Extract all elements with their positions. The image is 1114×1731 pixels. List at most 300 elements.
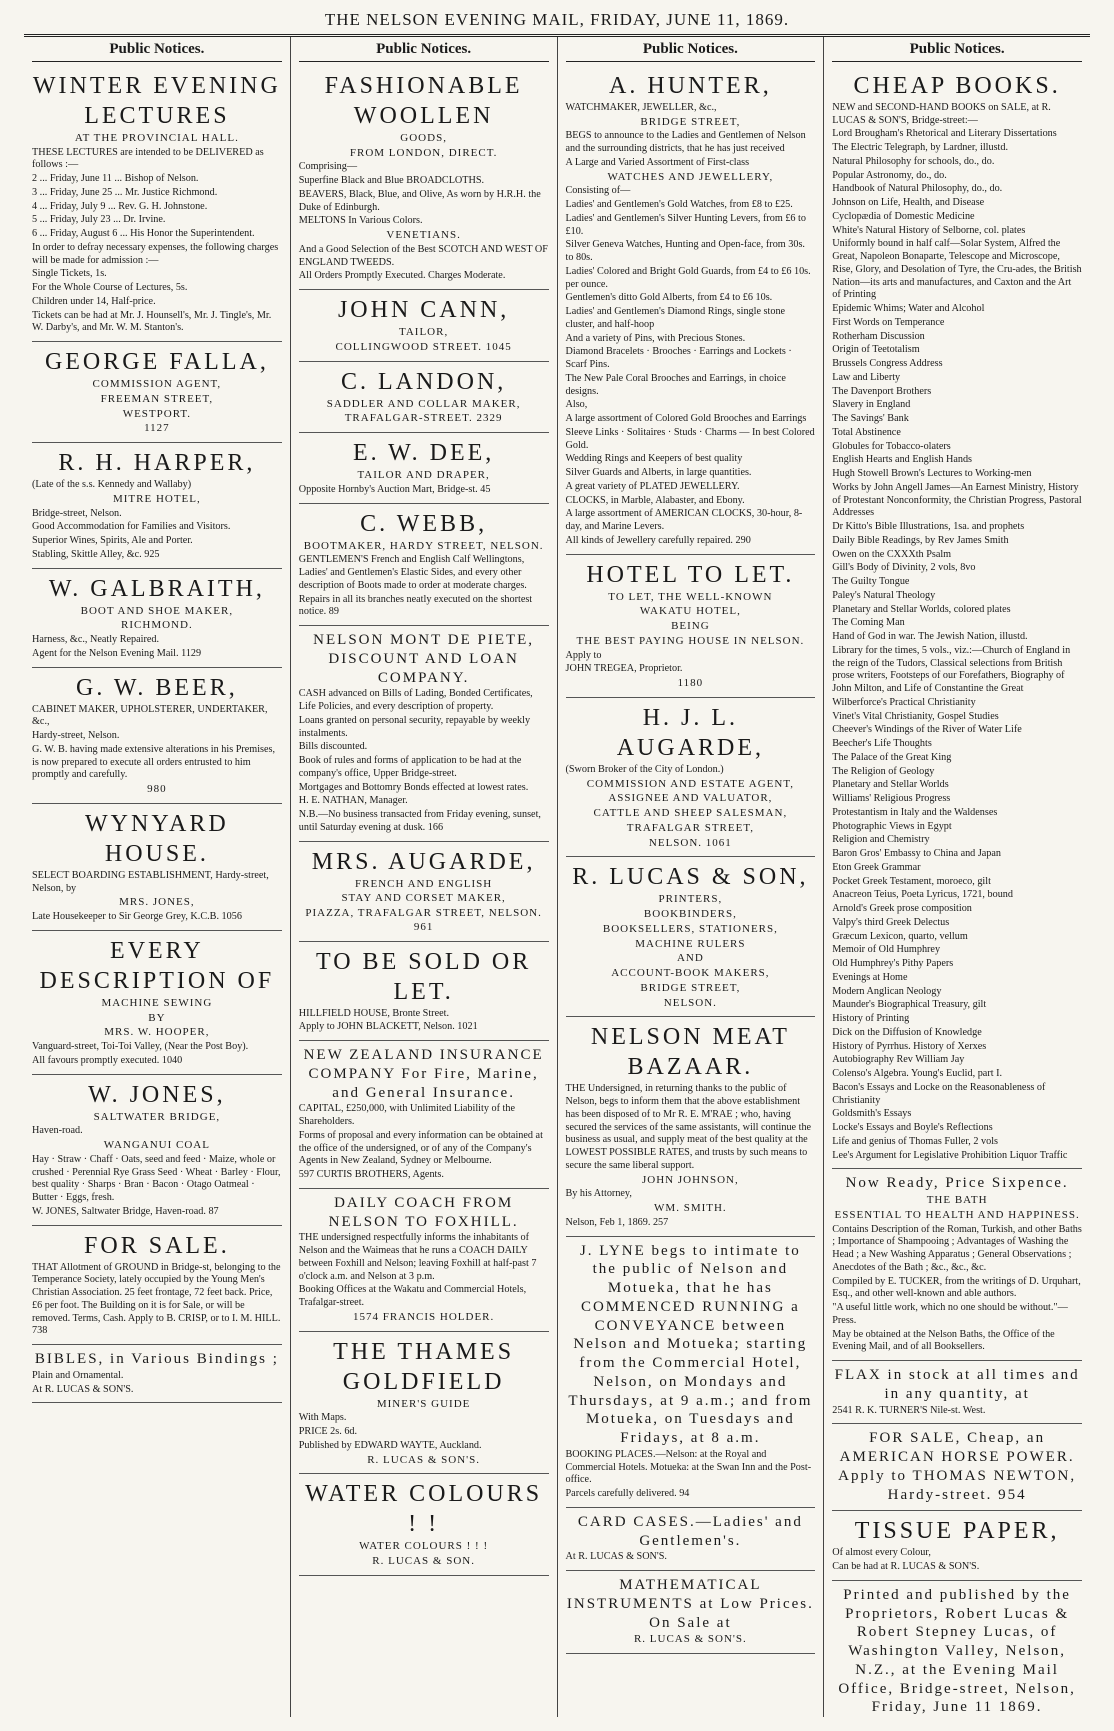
ad-line: Rotherham Discussion bbox=[832, 330, 925, 342]
ad-line: MITRE HOTEL, bbox=[112, 492, 201, 505]
ad-line: The Palace of the Great King bbox=[832, 751, 952, 763]
ad-line: And a Good Selection of the Best SCOTCH AND WEST OF ENGLAND TWEEDS. bbox=[298, 243, 548, 268]
ad-line: Lee's Argument for Legislative Prohibition Liquor Traffic bbox=[832, 1149, 1068, 1161]
ad-line: BRIDGE STREET, bbox=[640, 981, 741, 994]
ad-line: Bridge-street, Nelson. bbox=[32, 507, 122, 519]
ad-line: VENETIANS. bbox=[386, 229, 461, 241]
ad-line: Locke's Essays and Boyle's Reflections bbox=[832, 1122, 993, 1133]
ad-line: Dick on the Diffusion of Knowledge bbox=[832, 1026, 982, 1038]
ad-line: Colenso's Algebra. Young's Euclid, part I. bbox=[832, 1068, 1003, 1079]
ad-line: Religion and Chemistry bbox=[832, 834, 930, 846]
ad-line: Ladies' and Gentlemen's Silver Hunting Levers, from £6 to £10. bbox=[565, 212, 806, 237]
ad-line: FRENCH AND ENGLISH bbox=[355, 877, 493, 890]
ad-line: Works by John Angell James—An Earnest Ministry, History of Protestant Nonconformity, the Christian Progress, Pastoral Addresses bbox=[832, 481, 1082, 519]
ad-line: CLOCKS, in Marble, Alabaster, and Ebony. bbox=[565, 494, 745, 506]
advertisement bbox=[32, 1226, 282, 1346]
ad-line: H. E. NATHAN, Manager. bbox=[298, 795, 408, 807]
ad-line: Consisting of— bbox=[565, 185, 631, 197]
ad-heading: Now Ready, Price Sixpence. bbox=[845, 1175, 1069, 1192]
ad-heading: C. LANDON, bbox=[340, 368, 507, 395]
columns bbox=[24, 37, 1090, 1717]
ad-line: THE undersigned respectfully informs the inhabitants of Nelson and the Waimeas that he runs a COACH DAILY between Foxhill and Nelson; leaving Foxhill at half-past 7 o'clock a.m. and Nelson at 3 p.m. bbox=[298, 1232, 537, 1282]
ad-line: 5 ... Friday, July 23 ... Dr. Irvine. bbox=[32, 214, 166, 226]
ad-line: BOOTMAKER, HARDY STREET, NELSON. bbox=[303, 539, 544, 552]
ad-line: Natural Philosophy for schools, do., do. bbox=[832, 155, 995, 167]
ad-line: MELTONS In Various Colors. bbox=[298, 215, 423, 227]
ad-line: Origin of Teetotalism bbox=[832, 344, 920, 356]
ad-line: WATER COLOURS ! ! ! bbox=[359, 1540, 489, 1553]
ad-heading: TISSUE PAPER, bbox=[854, 1518, 1060, 1545]
advertisement bbox=[299, 433, 549, 504]
ad-line: A Large and Varied Assortment of First-class bbox=[565, 156, 750, 168]
ad-line: Book of rules and forms of application to be had at the company's office, Upper Bridge-street. bbox=[298, 755, 522, 779]
ad-line: GOODS, bbox=[400, 131, 447, 144]
ad-line: JOHN TREGEA, Proprietor. bbox=[565, 663, 683, 675]
ad-line: TRAFALGAR-STREET. 2329 bbox=[344, 412, 503, 425]
ad-line: COMMISSION AGENT, bbox=[92, 378, 222, 390]
ad-line: Good Accommodation for Families and Visitors. bbox=[32, 521, 231, 533]
ad-line: THAT Allotment of GROUND in Bridge-st, belonging to the Temperance Society, lately occupied by the Young Men's Christian Association. 25 feet frontage, 72 feet back. Price, £6 per foot. The Building on it is for Sale, or will be removed. Terms, Cash. Apply to B. CRISP, or to I. M. HILL. 738 bbox=[32, 1261, 281, 1337]
ad-heading: FOR SALE. bbox=[84, 1232, 230, 1259]
ad-heading: CARD CASES.—Ladies' and Gentlemen's. bbox=[577, 1513, 803, 1549]
advertisement bbox=[32, 342, 282, 443]
ad-line: THE Undersigned, in returning thanks to the public of Nelson, begs to inform them that the above establishment has been disposed of to Mr R. E. M'RAE ; who, having secured the services of the same assistants, will continue the business as usual, and supply meat of the best quality at the LOWEST POSSIBLE RATES, and trusts by such means to secure the same liberal support. bbox=[565, 1083, 812, 1171]
ad-line: Single Tickets, 1s. bbox=[32, 268, 107, 280]
ad-line: Handbook of Natural Philosophy, do., do. bbox=[832, 183, 1003, 195]
ad-heading: GEORGE FALLA, bbox=[44, 349, 269, 375]
ad-line: Wilberforce's Practical Christianity bbox=[832, 696, 976, 708]
ad-line: English Hearts and English Hands bbox=[832, 454, 973, 466]
ad-line: 980 bbox=[147, 783, 167, 795]
ad-line: Goldsmith's Essays bbox=[832, 1108, 912, 1120]
advertisement bbox=[566, 1508, 816, 1571]
ad-heading: FOR SALE, Cheap, an AMERICAN HORSE POWER. Apply to THOMAS NEWTON, Hardy-street. 954 bbox=[838, 1430, 1077, 1503]
ad-line: COLLINGWOOD STREET. 1045 bbox=[335, 340, 512, 353]
ad-line: Forms of proposal and every information can be obtained at the office of the undersigned, or of any of the Company's Agents in New Zealand, Sydney or Melbourne. bbox=[298, 1129, 543, 1167]
ad-line: May be obtained at the Nelson Baths, the Office of the Evening Mail, and of all Booksellers. bbox=[832, 1328, 1055, 1353]
ad-line: THE BATH bbox=[926, 1194, 988, 1206]
column-1 bbox=[24, 37, 291, 1717]
ad-line: HILLFIELD HOUSE, Bronte Street. bbox=[298, 1007, 449, 1019]
advertisement bbox=[832, 1424, 1082, 1511]
ad-line: Haven-road. bbox=[32, 1125, 83, 1137]
ad-line: In order to defray necessary expenses, the following charges will be made for admission :— bbox=[32, 241, 279, 266]
advertisement bbox=[299, 942, 549, 1042]
ad-heading: THE THAMES GOLDFIELD bbox=[333, 1338, 515, 1395]
advertisement bbox=[566, 857, 816, 1017]
ad-line: SELECT BOARDING ESTABLISHMENT, Hardy-street, Nelson, by bbox=[32, 869, 269, 894]
ad-line: G. W. B. having made extensive alterations in his Premises, is now prepared to execute all orders entrusted to him promptly and carefully. bbox=[32, 743, 276, 781]
ad-line: PRICE 2s. 6d. bbox=[298, 1426, 358, 1437]
ad-heading: NELSON MONT DE PIETE, DISCOUNT AND LOAN COMPANY. bbox=[313, 632, 535, 686]
advertisement bbox=[832, 1169, 1082, 1361]
ad-line: Superfine Black and Blue BROADCLOTHS. bbox=[298, 175, 485, 186]
column-3 bbox=[558, 37, 825, 1717]
ad-line: Paley's Natural Theology bbox=[832, 589, 936, 601]
advertisement bbox=[299, 1041, 549, 1189]
ad-line: RICHMOND. bbox=[121, 619, 193, 632]
ad-line: Planetary and Stellar Worlds, colored plates bbox=[832, 603, 1011, 615]
ad-line: PRINTERS, bbox=[658, 893, 723, 906]
ad-line: Life and genius of Thomas Fuller, 2 vols bbox=[832, 1135, 999, 1147]
ad-heading: NELSON MEAT BAZAAR. bbox=[590, 1024, 790, 1081]
advertisement bbox=[832, 1361, 1082, 1424]
ad-line: Bacon's Essays and Locke on the Reasonableness of Christianity bbox=[832, 1081, 1046, 1106]
ad-line: WATCHMAKER, JEWELLER, &c., bbox=[565, 101, 717, 113]
ad-line: 1180 bbox=[677, 677, 704, 689]
ad-line: Comprising— bbox=[298, 161, 358, 173]
advertisement bbox=[299, 842, 549, 942]
ad-line: First Words on Temperance bbox=[832, 316, 945, 328]
advertisement bbox=[566, 555, 816, 698]
ad-line: R. LUCAS & SON'S. bbox=[367, 1453, 481, 1466]
ad-heading: TO BE SOLD OR LET. bbox=[316, 948, 532, 1005]
ad-line: TRAFALGAR STREET, bbox=[626, 821, 754, 834]
ad-line: Contains Description of the Roman, Turkish, and other Baths ; Importance of Shampooing ; Advantages of Washing the Head ; a New Washing Apparatus ; General Observations ; Anecdotes of the Bath ; &c., &c., &c. bbox=[832, 1223, 1082, 1273]
ad-line: And a variety of Pins, with Precious Stones. bbox=[565, 332, 746, 344]
advertisement bbox=[566, 1571, 816, 1654]
ad-line: For the Whole Course of Lectures, 5s. bbox=[32, 282, 188, 293]
ad-line: FREEMAN STREET, bbox=[100, 392, 214, 405]
ad-line: BEGS to announce to the Ladies and Gentlemen of Nelson and the surrounding districts, that he has just received bbox=[565, 130, 806, 154]
ad-heading: G. W. BEER, bbox=[76, 674, 238, 701]
ad-line: The Guilty Tongue bbox=[832, 576, 910, 587]
ad-heading: WINTER EVENING LECTURES bbox=[32, 72, 281, 129]
ad-line: SALTWATER BRIDGE, bbox=[93, 1110, 221, 1123]
ad-line: The Religion of Geology bbox=[832, 765, 935, 777]
ad-line: Silver Guards and Alberts, in large quantities. bbox=[565, 467, 752, 478]
advertisement bbox=[32, 1075, 282, 1226]
ad-line: THESE LECTURES are intended to be DELIVERED as follows :— bbox=[32, 146, 264, 171]
ad-line: Apply to bbox=[565, 649, 602, 661]
ad-line: THE BEST PAYING HOUSE IN NELSON. bbox=[576, 634, 805, 647]
ad-line: The New Pale Coral Brooches and Earrings, in choice designs. bbox=[565, 372, 786, 397]
ad-line: At R. LUCAS & SON'S. bbox=[32, 1383, 134, 1395]
ad-line: WAKATU HOTEL, bbox=[639, 605, 741, 618]
ad-line: R. LUCAS & SON'S. bbox=[633, 1633, 747, 1646]
ad-line: 1574 FRANCIS HOLDER. bbox=[352, 1310, 495, 1323]
column-heading: Public Notices. bbox=[299, 37, 549, 62]
ad-line: ESSENTIAL TO HEALTH AND HAPPINESS. bbox=[834, 1208, 1080, 1221]
ad-line: Parcels carefully delivered. 94 bbox=[565, 1488, 690, 1499]
ad-heading: FLAX in stock at all times and in any quantity, at bbox=[834, 1367, 1080, 1402]
ad-line: A large assortment of Colored Gold Brooches and Earrings bbox=[565, 413, 807, 424]
ad-line: Bills discounted. bbox=[298, 741, 368, 753]
ad-line: Tickets can be had at Mr. J. Hounsell's, Mr. J. Tingle's, Mr. W. Darby's, and Mr. W. M. Stanton's. bbox=[32, 309, 272, 334]
advertisement bbox=[299, 1189, 549, 1332]
ad-line: Also, bbox=[565, 399, 588, 411]
ad-line: 2541 R. K. TURNER'S Nile-st. West. bbox=[832, 1404, 986, 1416]
advertisement bbox=[832, 1511, 1082, 1581]
ad-line: Globules for Tobacco-olaters bbox=[832, 440, 951, 452]
ad-line: Stabling, Skittle Alley, &c. 925 bbox=[32, 548, 160, 560]
ad-line: Evenings at Home bbox=[832, 971, 908, 983]
ad-heading: MATHEMATICAL INSTRUMENTS at Low Prices. On Sale at bbox=[566, 1577, 814, 1631]
ad-line: Published by EDWARD WAYTE, Auckland. bbox=[298, 1439, 482, 1451]
ad-line: Plain and Ornamental. bbox=[32, 1369, 124, 1381]
advertisement bbox=[299, 1332, 549, 1475]
ad-line: Maunder's Biographical Treasury, gilt bbox=[832, 999, 987, 1011]
ad-line: BOOKING PLACES.—Nelson: at the Royal and Commercial Hotels. Motueka: at the Swan Inn and the Post-office. bbox=[565, 1448, 812, 1486]
ad-line: (Late of the s.s. Kennedy and Wallaby) bbox=[32, 479, 192, 490]
ad-line: SADDLER AND COLLAR MAKER, bbox=[326, 397, 521, 410]
ad-line: Cheever's Windings of the River of Water Life bbox=[832, 724, 1022, 736]
ad-line: W. JONES, Saltwater Bridge, Haven-road. 87 bbox=[32, 1205, 219, 1217]
ad-heading: A. HUNTER, bbox=[609, 72, 772, 99]
ad-heading: EVERY DESCRIPTION OF bbox=[39, 937, 275, 994]
ad-line: Eton Greek Grammar bbox=[832, 861, 921, 873]
ad-line: Apply to JOHN BLACKETT, Nelson. 1021 bbox=[298, 1021, 478, 1033]
ad-line: Library for the times, 5 vols., viz.:—Church of England in the reign of the Tudors, Classical selections from British prose writers, Footsteps of our Forefathers, Biography of John Milton, and Life of Constantine the Great bbox=[832, 644, 1071, 694]
ad-heading: MRS. AUGARDE, bbox=[311, 848, 536, 875]
ad-heading: JOHN CANN, bbox=[337, 297, 510, 323]
ad-line: The Savings' Bank bbox=[832, 413, 909, 424]
ad-line: Late Housekeeper to Sir George Grey, K.C.B. 1056 bbox=[32, 911, 242, 922]
ad-line: 597 CURTIS BROTHERS, Agents. bbox=[298, 1169, 444, 1180]
masthead: THE NELSON EVENING MAIL, FRIDAY, JUNE 11, 1869. bbox=[24, 8, 1090, 37]
ad-line: Hugh Stowell Brown's Lectures to Working-men bbox=[832, 468, 1032, 479]
ad-line: The Coming Man bbox=[832, 617, 905, 629]
ad-line: Ladies' Colored and Bright Gold Guards, from £4 to £6 10s. per ounce. bbox=[565, 265, 811, 290]
ad-line: ACCOUNT-BOOK MAKERS, bbox=[611, 967, 770, 979]
ad-line: Harness, &c., Neatly Repaired. bbox=[32, 634, 160, 645]
ad-heading: FASHIONABLE WOOLLEN bbox=[324, 72, 523, 129]
ad-line: Can be had at R. LUCAS & SON'S. bbox=[832, 1561, 980, 1572]
ad-line: ASSIGNEE AND VALUATOR, bbox=[608, 792, 773, 805]
ad-line: N.B.—No business transacted from Friday evening, sunset, until Saturday evening at dusk. 166 bbox=[298, 809, 541, 833]
ad-line: BOOT AND SHOE MAKER, bbox=[80, 604, 234, 617]
ad-line: Cyclopædia of Domestic Medicine bbox=[832, 210, 975, 222]
ad-line: MRS. JONES, bbox=[119, 896, 195, 909]
advertisement bbox=[32, 1345, 282, 1403]
ad-heading: NEW ZEALAND INSURANCE COMPANY For Fire, Marine, and General Insurance. bbox=[303, 1047, 544, 1101]
ad-line: Photographic Views in Egypt bbox=[832, 820, 952, 832]
ad-line: All favours promptly executed. 1040 bbox=[32, 1054, 183, 1066]
advertisement bbox=[299, 362, 549, 434]
ad-line: AND bbox=[676, 952, 704, 965]
ad-line: Protestantism in Italy and the Waldenses bbox=[832, 806, 998, 818]
ad-line: Children under 14, Half-price. bbox=[32, 295, 156, 307]
ad-line: "A useful little work, which no one should be without."—Press. bbox=[832, 1302, 1068, 1326]
advertisement bbox=[32, 66, 282, 342]
ad-line: History of Pyrrhus. History of Xerxes bbox=[832, 1040, 987, 1052]
ad-line: Autobiography Rev William Jay bbox=[832, 1054, 965, 1066]
ad-line: All Orders Promptly Executed. Charges Moderate. bbox=[298, 270, 506, 282]
ad-line: WATCHES AND JEWELLERY, bbox=[607, 170, 774, 183]
ad-line: Hardy-street, Nelson. bbox=[32, 730, 120, 741]
ad-line: Brussels Congress Address bbox=[832, 358, 943, 369]
ad-line: MRS. W. HOOPER, bbox=[104, 1026, 210, 1039]
column-2 bbox=[291, 37, 558, 1717]
ad-line: 1127 bbox=[144, 422, 170, 435]
ad-heading: C. WEBB, bbox=[360, 510, 488, 537]
ad-line: MINER'S GUIDE bbox=[376, 1397, 471, 1410]
column-heading: Public Notices. bbox=[32, 37, 282, 62]
ad-line: 2 ... Friday, June 11 ... Bishop of Nelson. bbox=[32, 173, 199, 184]
ad-line: Diamond Bracelets · Brooches · Earrings and Lockets · Scarf Pins. bbox=[565, 346, 792, 370]
ad-line: A great variety of PLATED JEWELLERY. bbox=[565, 480, 740, 492]
ad-line: WM. SMITH. bbox=[654, 1202, 727, 1214]
ad-line: Owen on the CXXXth Psalm bbox=[832, 548, 952, 560]
advertisement bbox=[299, 290, 549, 362]
ad-heading: Printed and published by the Proprietors, Robert Lucas & Robert Stepney Lucas, of Washington Valley, Nelson, N.Z., at the Evening Mail Office, Bridge-street, Nelson, Friday, June 11 1869. bbox=[838, 1586, 1076, 1716]
ad-line: GENTLEMEN'S French and English Calf Wellingtons, Ladies' and Gentlemen's Elastic Sides, and every other description of Boots made to order at moderate charges. bbox=[298, 554, 527, 591]
ad-heading: E. W. DEE, bbox=[352, 440, 495, 466]
advertisement bbox=[32, 668, 282, 804]
ad-line: A large assortment of AMERICAN CLOCKS, 30-hour, 8-day, and Marine Levers. bbox=[565, 508, 803, 532]
ad-line: Gentlemen's ditto Gold Alberts, from £4 to £6 10s. bbox=[565, 292, 773, 304]
ad-line: PIAZZA, TRAFALGAR STREET, NELSON. 961 bbox=[305, 907, 542, 933]
advertisement bbox=[32, 443, 282, 569]
ad-line: Mortgages and Bottomry Bonds effected at lowest rates. bbox=[298, 781, 529, 793]
ad-line: 3 ... Friday, June 25 ... Mr. Justice Richmond. bbox=[32, 186, 218, 198]
ad-line: Græcum Lexicon, quarto, vellum bbox=[832, 930, 968, 942]
ad-line: Memoir of Old Humphrey bbox=[832, 944, 941, 956]
ad-line: Total Abstinence bbox=[832, 426, 901, 438]
advertisement bbox=[299, 1474, 549, 1576]
ad-line: Loans granted on personal security, repayable by weekly instalments. bbox=[298, 714, 531, 739]
ad-line: BEING bbox=[671, 620, 710, 632]
ad-line: Johnson on Life, Health, and Disease bbox=[832, 197, 985, 208]
ad-heading: WYNYARD HOUSE. bbox=[85, 810, 229, 867]
ad-line: Vanguard-street, Toi-Toi Valley, (Near the Post Boy). bbox=[32, 1041, 249, 1052]
ad-line: CATTLE AND SHEEP SALESMAN, bbox=[593, 807, 788, 819]
ad-line: Wedding Rings and Keepers of best quality bbox=[565, 453, 743, 465]
ad-line: COMMISSION AND ESTATE AGENT, bbox=[586, 777, 794, 790]
ad-line: Pocket Greek Testament, moroeco, gilt bbox=[832, 875, 991, 887]
ad-line: NELSON. bbox=[663, 996, 717, 1009]
ad-line: CAPITAL, £250,000, with Unlimited Liability of the Shareholders. bbox=[298, 1103, 515, 1127]
ad-line: Old Humphrey's Pithy Papers bbox=[832, 958, 954, 969]
ad-line: (Sworn Broker of the City of London.) bbox=[565, 763, 724, 775]
ad-line: TAILOR, bbox=[399, 326, 449, 338]
ad-line: MACHINE SEWING bbox=[101, 996, 213, 1009]
ad-line: BEAVERS, Black, Blue, and Olive, As worn by H.R.H. the Duke of Edinburgh. bbox=[298, 188, 541, 213]
ad-line: History of Printing bbox=[832, 1013, 910, 1024]
ad-line: The Electric Telegraph, by Lardner, illustd. bbox=[832, 142, 1009, 153]
ad-line: Vinet's Vital Christianity, Gospel Studies bbox=[832, 710, 999, 722]
ad-line: Modern Anglican Neology bbox=[832, 985, 942, 997]
ad-line: Arnold's Greek prose composition bbox=[832, 903, 972, 914]
ad-line: Gill's Body of Divinity, 2 vols, 8vo bbox=[832, 562, 976, 574]
advertisement bbox=[32, 931, 282, 1075]
advertisement bbox=[32, 569, 282, 668]
ad-line: 6 ... Friday, August 6 ... His Honor the Superintendent. bbox=[32, 228, 255, 239]
column-4 bbox=[824, 37, 1090, 1717]
advertisement bbox=[566, 1237, 816, 1508]
ad-line: BY bbox=[148, 1011, 166, 1024]
advertisement bbox=[299, 66, 549, 290]
ad-line: Popular Astronomy, do., do. bbox=[832, 169, 947, 181]
ad-heading: R. LUCAS & SON, bbox=[572, 864, 809, 891]
advertisement bbox=[299, 626, 549, 842]
ad-heading: HOTEL TO LET. bbox=[586, 561, 795, 588]
ad-line: NEW and SECOND-HAND BOOKS on SALE, at R. LUCAS & SON'S, Bridge-street:— bbox=[832, 101, 1051, 126]
advertisement bbox=[566, 66, 816, 555]
ad-heading: W. JONES, bbox=[88, 1081, 226, 1108]
ad-line: Williams' Religious Progress bbox=[832, 793, 951, 804]
ad-heading: DAILY COACH FROM NELSON TO FOXHILL. bbox=[328, 1194, 519, 1230]
ad-line: Nelson, Feb 1, 1869. 257 bbox=[565, 1216, 669, 1228]
ad-line: Baron Gros' Embassy to China and Japan bbox=[832, 848, 1002, 859]
ad-line: STAY AND CORSET MAKER, bbox=[341, 892, 506, 905]
ad-line: 4 ... Friday, July 9 ... Rev. G. H. Johnstone. bbox=[32, 200, 208, 212]
ad-line: Opposite Hornby's Auction Mart, Bridge-st. 45 bbox=[298, 483, 491, 495]
ad-line: Booking Offices at the Wakatu and Commercial Hotels, Trafalgar-street. bbox=[298, 1284, 527, 1308]
ad-line: Lord Brougham's Rhetorical and Literary Dissertations bbox=[832, 128, 1057, 140]
ad-line: Agent for the Nelson Evening Mail. 1129 bbox=[32, 647, 202, 659]
column-heading: Public Notices. bbox=[832, 37, 1082, 62]
ad-line: Repairs in all its branches neatly executed on the shortest notice. 89 bbox=[298, 593, 533, 618]
ad-line: The Davenport Brothers bbox=[832, 385, 932, 397]
ad-heading: H. J. L. AUGARDE, bbox=[616, 704, 765, 761]
ad-line: Anacreon Teius, Poeta Lyricus, 1721, bound bbox=[832, 889, 1013, 901]
ad-line: BRIDGE STREET, bbox=[640, 115, 741, 128]
ad-line: Planetary and Stellar Worlds bbox=[832, 779, 949, 791]
ad-line: TO LET, THE WELL-KNOWN bbox=[608, 590, 773, 603]
ad-line: Ladies' and Gentlemen's Diamond Rings, single stone cluster, and half-hoop bbox=[565, 306, 786, 330]
advertisement bbox=[832, 66, 1082, 1170]
ad-line: TAILOR AND DRAPER, bbox=[357, 469, 490, 481]
ad-heading: W. GALBRAITH, bbox=[48, 575, 265, 602]
ad-line: Ladies' and Gentlemen's Gold Watches, from £8 to £25. bbox=[565, 199, 793, 210]
ad-heading: J. LYNE begs to intimate to the public of Nelson and Motueka, that he has COMMENCED RUNNING a CONVEYANCE between Nelson and Motueka; starting from the Commercial Hotel, Nelson, on Mondays and Thursdays, at 9 a.m.; and from Motueka, on Tuesdays and Fridays, at 8 a.m. bbox=[568, 1242, 813, 1446]
ad-line: Uniformly bound in half calf—Solar System, Alfred the Great, Napoleon Bonaparte, Telescope and Microscope, Rise, Glory, and Desolation of Tyre, the Cru-ades, the British Nation—its arts and manufactures, and Caxton and the Art of Printing bbox=[832, 238, 1082, 301]
ad-line: Law and Liberty bbox=[832, 371, 901, 383]
ad-line: FROM LONDON, DIRECT. bbox=[349, 146, 498, 159]
ad-heading: R. H. HARPER, bbox=[58, 450, 256, 476]
ad-line: Compiled by E. TUCKER, from the writings of D. Urquhart, Esq., and other well-known and able authors. bbox=[832, 1275, 1081, 1300]
ad-line: White's Natural History of Selborne, col. plates bbox=[832, 224, 1026, 236]
ad-heading: BIBLES, in Various Bindings ; bbox=[34, 1351, 279, 1367]
ad-line: Silver Geneva Watches, Hunting and Open-face, from 30s. to 80s. bbox=[565, 239, 805, 263]
ad-line: MACHINE RULERS bbox=[635, 937, 746, 950]
advertisement bbox=[832, 1581, 1082, 1717]
advertisement bbox=[566, 1017, 816, 1236]
ad-line: AT THE PROVINCIAL HALL. bbox=[74, 131, 239, 144]
ad-line: JOHN JOHNSON, bbox=[642, 1173, 739, 1186]
ad-line: BOOKBINDERS, bbox=[643, 908, 737, 920]
ad-line: Daily Bible Readings, by Rev James Smith bbox=[832, 534, 1009, 546]
column-heading: Public Notices. bbox=[566, 37, 816, 62]
ad-line: Slavery in England bbox=[832, 399, 911, 411]
advertisement bbox=[299, 504, 549, 627]
advertisement bbox=[32, 804, 282, 931]
ad-line: Of almost every Colour, bbox=[832, 1547, 931, 1559]
ad-line: CABINET MAKER, UPHOLSTERER, UNDERTAKER, &c., bbox=[32, 703, 268, 728]
ad-line: Hay · Straw · Chaff · Oats, seed and feed · Maize, whole or crushed · Perennial Rye Grass Seed · Wheat · Barley · Flour, best quality · Sharps · Bran · Bacon · Otago Oatmeal · Butter · Eggs, fresh. bbox=[32, 1153, 281, 1203]
ad-line: Beecher's Life Thoughts bbox=[832, 738, 932, 749]
ad-line: All kinds of Jewellery carefully repaired. 290 bbox=[565, 534, 751, 546]
ad-line: Superior Wines, Spirits, Ale and Porter. bbox=[32, 535, 193, 546]
ad-heading: WATER COLOURS ! ! bbox=[305, 1481, 543, 1538]
ad-line: WESTPORT. bbox=[122, 407, 192, 420]
ad-line: Hand of God in war. The Jewish Nation, illustd. bbox=[832, 631, 1028, 642]
ad-line: CASH advanced on Bills of Lading, Bonded Certificates, Life Policies, and every description of property. bbox=[298, 688, 533, 712]
ad-line: Epidemic Whims; Water and Alcohol bbox=[832, 303, 985, 314]
ad-heading: CHEAP BOOKS. bbox=[853, 72, 1061, 99]
ad-line: WANGANUI COAL bbox=[103, 1139, 210, 1151]
ad-line: NELSON. 1061 bbox=[648, 836, 732, 849]
ad-line: Valpy's third Greek Delectus bbox=[832, 916, 950, 928]
ad-line: With Maps. bbox=[298, 1412, 347, 1424]
advertisement bbox=[566, 698, 816, 858]
ad-line: BOOKSELLERS, STATIONERS, bbox=[602, 922, 778, 935]
ad-line: By his Attorney, bbox=[565, 1188, 632, 1200]
ad-line: At R. LUCAS & SON'S. bbox=[565, 1551, 667, 1563]
ad-line: Sleeve Links · Solitaires · Studs · Charms — In best Colored Gold. bbox=[565, 426, 815, 451]
ad-line: Dr Kitto's Bible Illustrations, 1sa. and prophets bbox=[832, 521, 1025, 532]
